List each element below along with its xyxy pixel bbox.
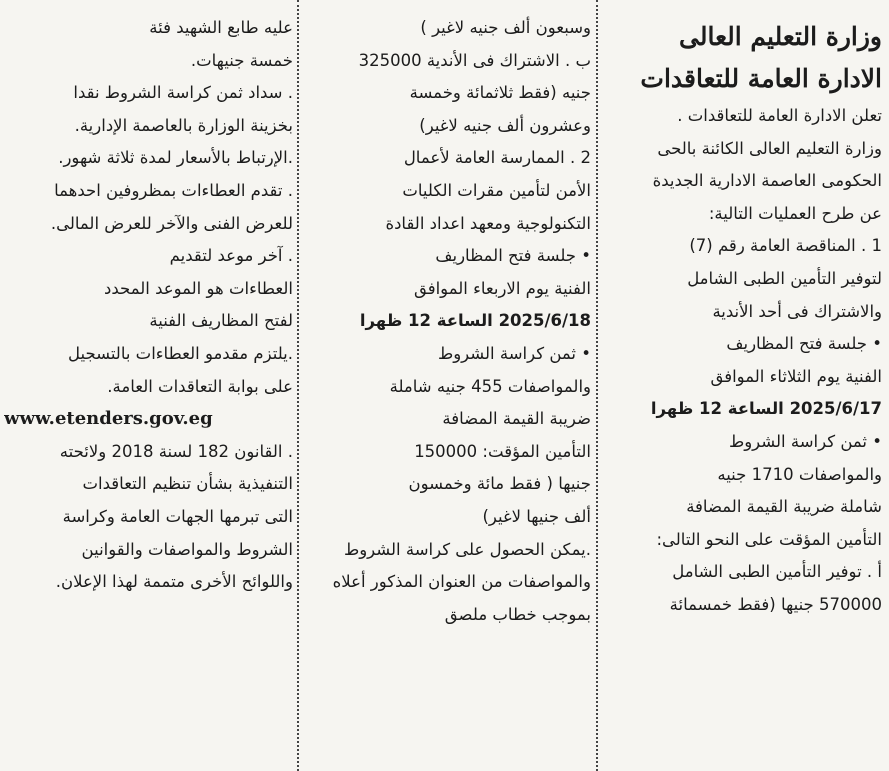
column-divider — [297, 0, 299, 771]
text-line: التأمين المؤقت على النحو التالى: — [656, 529, 882, 549]
text-line: .يلتزم مقدمو العطاءات بالتسجيل — [67, 343, 293, 363]
text-line: وسبعون ألف جنيه لاغير ) — [420, 18, 591, 37]
text-line: وعشرون ألف جنيه لاغير) — [419, 115, 591, 135]
left-column — [4, 12, 293, 771]
text-line: 2 . الممارسة العامة لأعمال — [403, 148, 591, 168]
text-line: 1 . المناقصة العامة رقم (7) — [689, 236, 882, 256]
right-column — [604, 12, 882, 771]
text-line: التأمين المؤقت: 150000 — [414, 441, 591, 461]
text-line: ألف جنيها لاغير) — [482, 506, 591, 526]
text-line: جنيه (فقط ثلاثمائة وخمسة — [409, 83, 591, 103]
text-line: وزارة التعليم العالى الكائنة بالحى — [657, 138, 882, 158]
text-line: 2025/6/18 الساعة 12 ظهرا — [359, 311, 591, 331]
text-line: والاشتراك فى أحد الأندية — [712, 301, 882, 321]
text-line: . سداد ثمن كراسة الشروط نقدا — [73, 83, 293, 103]
text-line: التى تبرمها الجهات العامة وكراسة — [62, 506, 293, 526]
text-line: الفنية يوم الاربعاء الموافق — [413, 278, 591, 298]
text-line: تعلن الادارة العامة للتعاقدات . — [677, 106, 882, 125]
text-line: العطاءات هو الموعد المحدد — [104, 278, 293, 298]
text-line: التكنولوجية ومعهد اعداد القادة — [385, 213, 591, 233]
text-line: جنيها ( فقط مائة وخمسون — [408, 474, 591, 494]
etenders-url: www.etenders.gov.eg — [4, 408, 213, 430]
text-line: 570000 جنيها (فقط خمسمائة — [669, 594, 882, 614]
text-line: بموجب خطاب ملصق — [444, 604, 591, 624]
text-line: خمسة جنيهات. — [190, 50, 293, 70]
department-title: الادارة العامة للتعاقدات — [640, 64, 882, 93]
text-line: لفتح المظاريف الفنية — [149, 311, 293, 331]
text-line: • جلسة فتح المظاريف — [435, 246, 591, 266]
text-line: .يمكن الحصول على كراسة الشروط — [343, 539, 591, 559]
text-line: والمواصفات 1710 جنيه — [717, 464, 882, 484]
text-line: • ثمن كراسة الشروط — [437, 343, 591, 363]
text-line: التنفيذية بشأن تنظيم التعاقدات — [82, 474, 293, 494]
text-line: لتوفير التأمين الطبى الشامل — [687, 268, 882, 288]
text-line: .الإرتباط بالأسعار لمدة ثلاثة شهور. — [58, 148, 293, 168]
text-line: الحكومى العاصمة الادارية الجديدة — [652, 171, 882, 191]
text-line: الأمن لتأمين مقرات الكليات — [402, 180, 591, 200]
text-line: بخزينة الوزارة بالعاصمة الإدارية. — [74, 115, 293, 135]
text-line: على بوابة التعاقدات العامة. — [107, 376, 293, 396]
text-line: ب . الاشتراك فى الأندية 325000 — [358, 50, 591, 70]
text-line: والمواصفات 455 جنيه شاملة — [389, 376, 591, 396]
text-line: واللوائح الأخرى متممة لهذا الإعلان. — [55, 572, 293, 592]
ministry-title: وزارة التعليم العالى — [679, 22, 882, 51]
middle-column — [303, 12, 591, 771]
text-line: . القانون 182 لسنة 2018 ولائحته — [59, 441, 293, 461]
text-line: ضريبة القيمة المضافة — [442, 409, 591, 429]
text-line: عليه طابع الشهيد فئة — [149, 18, 293, 37]
text-line: . تقدم العطاءات بمظروفين احدهما — [54, 180, 293, 200]
text-line: . آخر موعد لتقديم — [169, 246, 293, 266]
text-line: شاملة ضريبة القيمة المضافة — [686, 497, 882, 517]
text-line: 2025/6/17 الساعة 12 ظهرا — [650, 399, 882, 419]
text-line: للعرض الفنى والآخر للعرض المالى. — [50, 213, 293, 233]
text-line: الفنية يوم الثلاثاء الموافق — [710, 366, 882, 386]
text-line: • جلسة فتح المظاريف — [726, 334, 882, 354]
column-divider — [596, 0, 598, 771]
text-line: • ثمن كراسة الشروط — [728, 431, 882, 451]
text-line: والمواصفات من العنوان المذكور أعلاه — [332, 572, 591, 592]
text-line: عن طرح العمليات التالية: — [708, 203, 882, 223]
text-line: أ . توفير التأمين الطبى الشامل — [672, 562, 882, 582]
text-line: الشروط والمواصفات والقوانين — [81, 539, 293, 559]
